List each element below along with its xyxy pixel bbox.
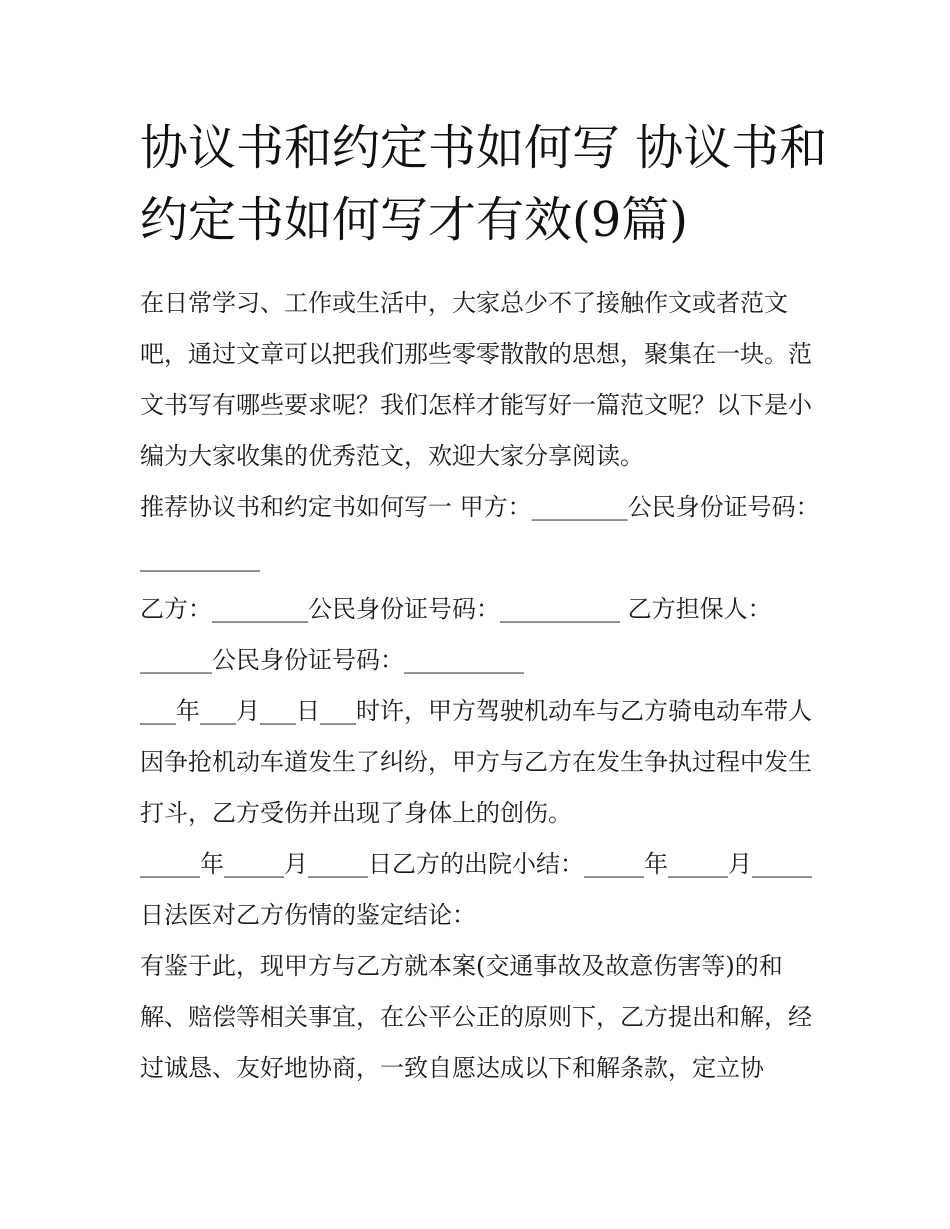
paragraph-settlement: 有鉴于此，现甲方与乙方就本案(交通事故及故意伤害等)的和解、赔偿等相关事宜，在公平公正的原则下，乙方提出和解，经过诚恳、友好地协商，一致自愿达成以下和解条款，定立协 bbox=[140, 952, 812, 1082]
document-body bbox=[140, 278, 830, 1094]
paragraph-incident: ___年___月___日___时许，甲方驾驶机动车与乙方骑电动车带人因争抢机动车道发生了纠纷，甲方与乙方在发生争执过程中发生打斗，乙方受伤并出现了身体上的创伤。 bbox=[140, 697, 812, 827]
paragraph-party-b: 乙方：________公民身份证号码：__________ 乙方担保人：______公民身份证号码：__________ bbox=[140, 595, 772, 674]
paragraph-intro: 在日常学习、工作或生活中，大家总少不了接触作文或者范文吧，通过文章可以把我们那些零零散散的思想，聚集在一块。范文书写有哪些要求呢？我们怎样才能写好一篇范文呢？以下是小编为大家收集的优秀范文，欢迎大家分享阅读。 bbox=[140, 289, 812, 470]
paragraph-party-a: 推荐协议书和约定书如何写一 甲方：________公民身份证号码：__________ bbox=[140, 493, 820, 572]
document-title: 协议书和约定书如何写 协议书和约定书如何写才有效(9篇) bbox=[140, 120, 828, 248]
paragraph-medical: _____年_____月_____日乙方的出院小结：_____年_____月_____日法医对乙方伤情的鉴定结论： bbox=[140, 850, 812, 929]
